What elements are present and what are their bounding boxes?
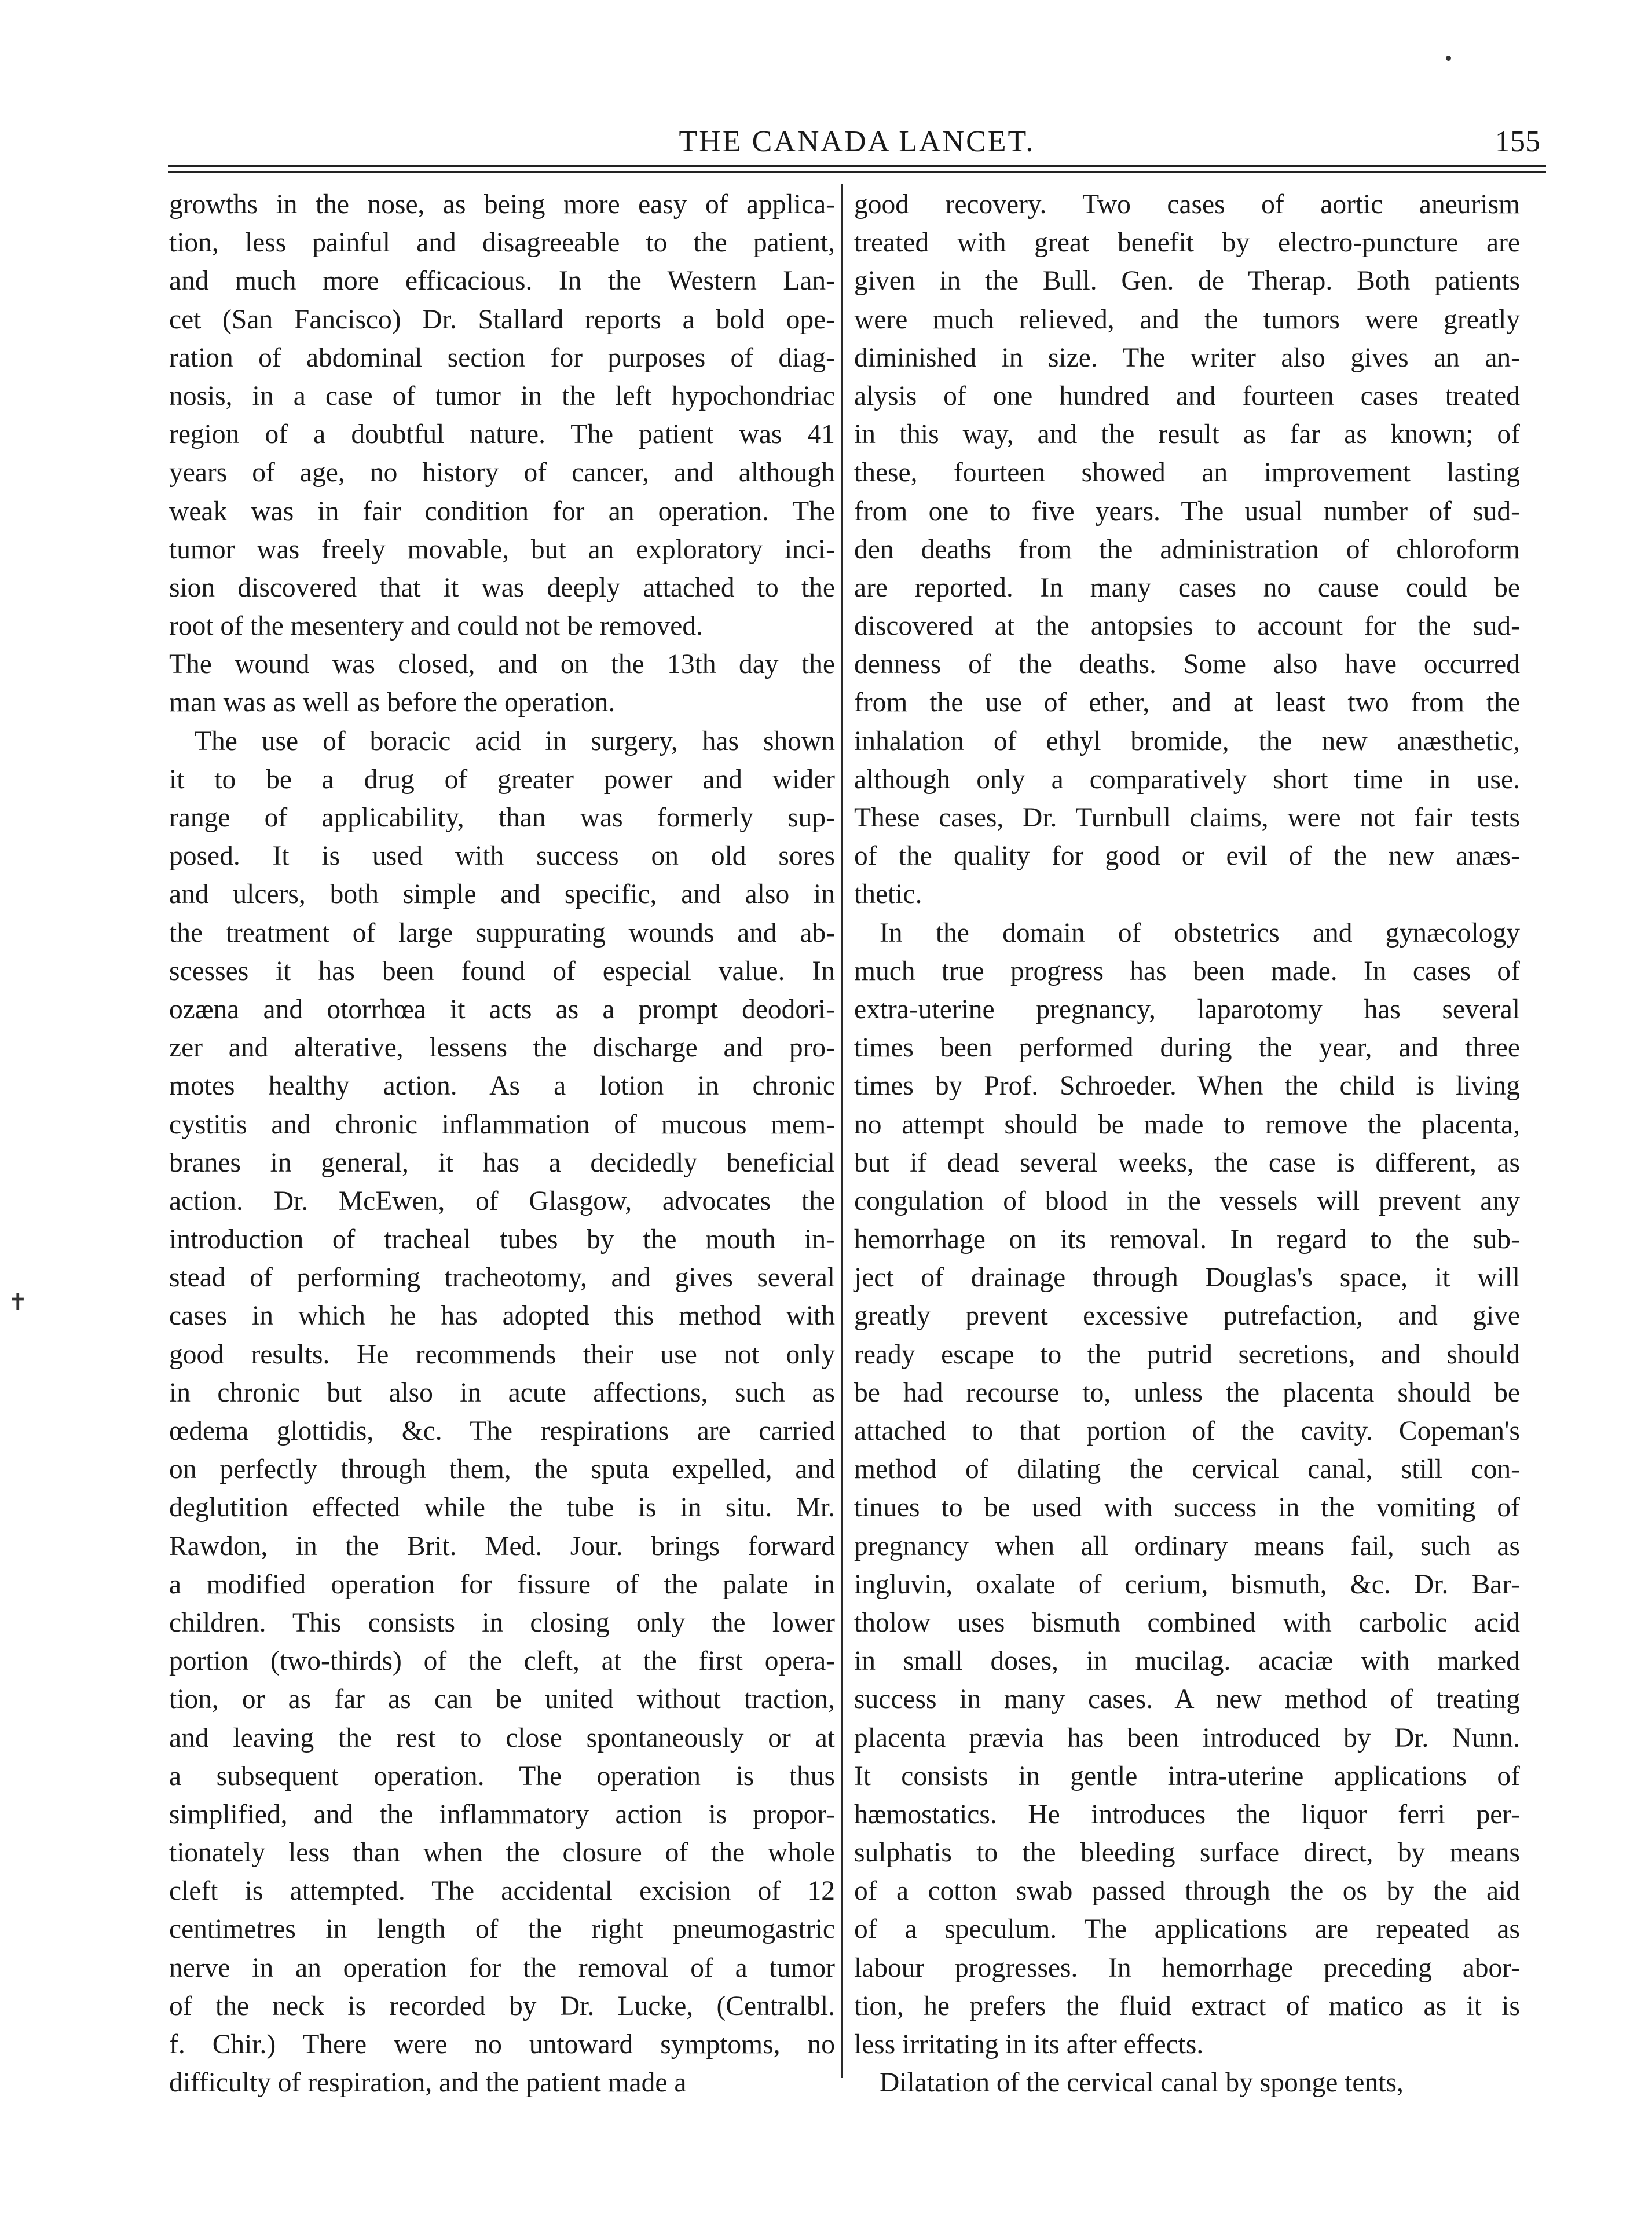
header-rule-thick bbox=[168, 165, 1546, 167]
text-line: motes healthy action. As a lotion in chronic bbox=[169, 1071, 835, 1102]
text-line: of a cotton swab passed through the os by the aid bbox=[854, 1876, 1520, 1907]
text-line: f. Chir.) There were no untoward symptoms, no bbox=[169, 2029, 835, 2060]
corner-dot-mark bbox=[1446, 56, 1451, 61]
text-line: children. This consists in closing only the lower bbox=[169, 1607, 835, 1638]
text-line: a subsequent operation. The operation is thus bbox=[169, 1761, 835, 1791]
text-line: thetic. bbox=[854, 879, 922, 910]
text-line: cases in which he has adopted this method with bbox=[169, 1301, 835, 1332]
text-line: den deaths from the administration of chloroform bbox=[854, 534, 1520, 565]
text-line: these, fourteen showed an improvement lasting bbox=[854, 458, 1520, 488]
text-line: tion, he prefers the fluid extract of matico as it is bbox=[854, 1991, 1520, 2021]
text-line: These cases, Dr. Turnbull claims, were not fair tests bbox=[854, 803, 1520, 833]
text-line: in small doses, in mucilag. acaciæ with marked bbox=[854, 1646, 1520, 1677]
text-line: posed. It is used with success on old sores bbox=[169, 841, 835, 872]
text-line: the treatment of large suppurating wounds and ab- bbox=[169, 917, 835, 948]
text-line: ready escape to the putrid secretions, and should bbox=[854, 1339, 1520, 1370]
text-line: man was as well as before the operation. bbox=[169, 687, 616, 718]
text-line: stead of performing tracheotomy, and gives several bbox=[169, 1263, 835, 1293]
text-line: Dilatation of the cervical canal by sponge tents, bbox=[880, 2068, 1404, 2098]
text-line: years of age, no history of cancer, and although bbox=[169, 458, 835, 488]
page-header bbox=[174, 122, 1540, 162]
text-line: It consists in gentle intra-uterine applications of bbox=[854, 1761, 1520, 1791]
text-line: simplified, and the inflammatory action is propor- bbox=[169, 1799, 835, 1830]
text-line: tion, or as far as can be united without traction, bbox=[169, 1684, 835, 1715]
text-line: diminished in size. The writer also gives an an- bbox=[854, 342, 1520, 373]
text-line: tionately less than when the closure of the whole bbox=[169, 1838, 835, 1868]
text-line: of a speculum. The applications are repeated as bbox=[854, 1914, 1520, 1945]
column-divider bbox=[841, 184, 843, 2078]
text-line: although only a comparatively short time in use. bbox=[854, 764, 1520, 795]
text-line: success in many cases. A new method of treating bbox=[854, 1684, 1520, 1715]
text-line: cleft is attempted. The accidental excision of 12 bbox=[169, 1876, 835, 1907]
text-line: zer and alterative, lessens the discharge and pro- bbox=[169, 1033, 835, 1063]
text-line: action. Dr. McEwen, of Glasgow, advocates the bbox=[169, 1186, 835, 1216]
text-line: œdema glottidis, &c. The respirations are carried bbox=[169, 1416, 835, 1446]
text-line: from one to five years. The usual number of sud- bbox=[854, 496, 1520, 526]
text-line: and leaving the rest to close spontaneously or at bbox=[169, 1722, 835, 1753]
text-line: hæmostatics. He introduces the liquor ferri per- bbox=[854, 1799, 1520, 1830]
text-line: times by Prof. Schroeder. When the child is living bbox=[854, 1071, 1520, 1102]
text-line: weak was in fair condition for an operation. The bbox=[169, 496, 835, 526]
text-line: treated with great benefit by electro-puncture are bbox=[854, 228, 1520, 258]
text-line: of the quality for good or evil of the new anæs- bbox=[854, 841, 1520, 872]
text-line: hemorrhage on its removal. In regard to the sub- bbox=[854, 1224, 1520, 1255]
page-number: 155 bbox=[1495, 125, 1540, 158]
text-line: tion, less painful and disagreeable to the patient, bbox=[169, 228, 835, 258]
text-line: pregnancy when all ordinary means fail, such as bbox=[854, 1531, 1520, 1561]
text-line: ozæna and otorrhœa it acts as a prompt deodori- bbox=[169, 994, 835, 1025]
text-line: greatly prevent excessive putrefaction, and give bbox=[854, 1301, 1520, 1332]
text-line: centimetres in length of the right pneumogastric bbox=[169, 1914, 835, 1945]
text-line: and much more efficacious. In the Western Lan- bbox=[169, 266, 835, 297]
text-line: inhalation of ethyl bromide, the new anæsthetic, bbox=[854, 726, 1520, 756]
text-line: much true progress has been made. In cases of bbox=[854, 956, 1520, 986]
text-line: extra-uterine pregnancy, laparotomy has several bbox=[854, 994, 1520, 1025]
running-title: THE CANADA LANCET. bbox=[679, 125, 1035, 158]
text-line: difficulty of respiration, and the patient made a bbox=[169, 2068, 687, 2098]
text-line: The use of boracic acid in surgery, has shown bbox=[195, 726, 835, 756]
text-line: from the use of ether, and at least two from the bbox=[854, 687, 1520, 718]
text-line: portion (two-thirds) of the cleft, at the first opera- bbox=[169, 1646, 835, 1677]
text-line: good results. He recommends their use not only bbox=[169, 1339, 835, 1370]
text-line: sion discovered that it was deeply attached to the bbox=[169, 572, 835, 603]
left-text-column bbox=[169, 185, 835, 2102]
text-line: in this way, and the result as far as known; of bbox=[854, 419, 1520, 450]
text-line: on perfectly through them, the sputa expelled, and bbox=[169, 1454, 835, 1485]
text-line: were much relieved, and the tumors were greatly bbox=[854, 304, 1520, 335]
text-line: nerve in an operation for the removal of a tumor bbox=[169, 1952, 835, 1983]
text-line: growths in the nose, as being more easy of applica- bbox=[169, 189, 835, 220]
text-line: are reported. In many cases no cause could be bbox=[854, 572, 1520, 603]
text-line: ingluvin, oxalate of cerium, bismuth, &c. Dr. Bar- bbox=[854, 1569, 1520, 1600]
text-line: deglutition effected while the tube is in situ. Mr. bbox=[169, 1493, 835, 1523]
text-line: tholow uses bismuth combined with carbolic acid bbox=[854, 1607, 1520, 1638]
text-line: denness of the deaths. Some also have occurred bbox=[854, 649, 1520, 680]
text-line: congulation of blood in the vessels will prevent any bbox=[854, 1186, 1520, 1216]
right-text-column bbox=[854, 185, 1520, 2102]
header-rule-thin bbox=[168, 171, 1546, 173]
text-line: alysis of one hundred and fourteen cases treated bbox=[854, 381, 1520, 411]
text-line: and ulcers, both simple and specific, and also in bbox=[169, 879, 835, 910]
text-line: In the domain of obstetrics and gynæcology bbox=[880, 917, 1520, 948]
text-line: be had recourse to, unless the placenta should be bbox=[854, 1377, 1520, 1408]
text-line: it to be a drug of greater power and wider bbox=[169, 764, 835, 795]
text-line: but if dead several weeks, the case is different, as bbox=[854, 1147, 1520, 1178]
text-line: times been performed during the year, and three bbox=[854, 1033, 1520, 1063]
text-line: good recovery. Two cases of aortic aneurism bbox=[854, 189, 1520, 220]
text-line: The wound was closed, and on the 13th day the bbox=[169, 649, 835, 680]
text-line: range of applicability, than was formerly sup- bbox=[169, 803, 835, 833]
text-line: discovered at the antopsies to account for the sud- bbox=[854, 611, 1520, 642]
text-line: cystitis and chronic inflammation of mucous mem- bbox=[169, 1109, 835, 1140]
margin-mark: ✝ bbox=[8, 1289, 28, 1315]
text-line: less irritating in its after effects. bbox=[854, 2029, 1204, 2060]
text-line: scesses it has been found of especial value. In bbox=[169, 956, 835, 986]
text-line: attached to that portion of the cavity. Copeman's bbox=[854, 1416, 1520, 1446]
text-line: root of the mesentery and could not be removed. bbox=[169, 611, 704, 642]
text-line: in chronic but also in acute affections, such as bbox=[169, 1377, 835, 1408]
text-line: method of dilating the cervical canal, still con- bbox=[854, 1454, 1520, 1485]
text-line: Rawdon, in the Brit. Med. Jour. brings forward bbox=[169, 1531, 835, 1561]
text-line: a modified operation for fissure of the palate in bbox=[169, 1569, 835, 1600]
text-line: tinues to be used with success in the vomiting of bbox=[854, 1493, 1520, 1523]
text-line: ject of drainage through Douglas's space, it will bbox=[854, 1263, 1520, 1293]
text-line: sulphatis to the bleeding surface direct, by means bbox=[854, 1838, 1520, 1868]
text-line: no attempt should be made to remove the placenta, bbox=[854, 1109, 1520, 1140]
text-line: introduction of tracheal tubes by the mouth in- bbox=[169, 1224, 835, 1255]
text-line: nosis, in a case of tumor in the left hypochondriac bbox=[169, 381, 835, 411]
text-line: cet (San Fancisco) Dr. Stallard reports a bold ope- bbox=[169, 304, 835, 335]
text-line: ration of abdominal section for purposes of diag- bbox=[169, 342, 835, 373]
text-line: of the neck is recorded by Dr. Lucke, (Centralbl. bbox=[169, 1991, 835, 2021]
text-line: tumor was freely movable, but an exploratory inci- bbox=[169, 534, 835, 565]
text-line: labour progresses. In hemorrhage preceding abor- bbox=[854, 1952, 1520, 1983]
text-line: region of a doubtful nature. The patient was 41 bbox=[169, 419, 835, 450]
text-line: placenta prævia has been introduced by Dr. Nunn. bbox=[854, 1722, 1520, 1753]
text-line: given in the Bull. Gen. de Therap. Both patients bbox=[854, 266, 1520, 297]
text-line: branes in general, it has a decidedly beneficial bbox=[169, 1147, 835, 1178]
